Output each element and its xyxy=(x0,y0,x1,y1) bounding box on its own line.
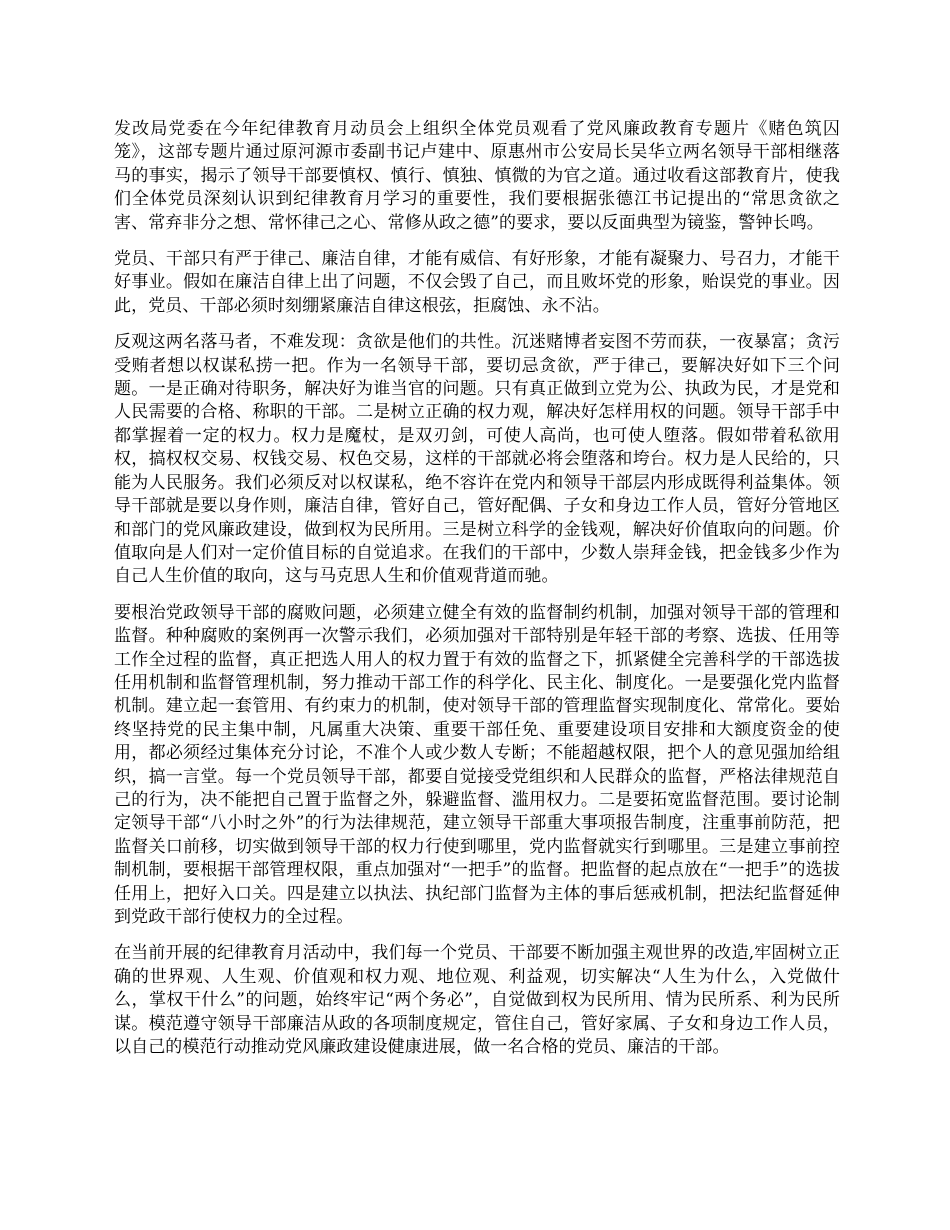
document-body xyxy=(114,118,840,1072)
paragraph-5: 在当前开展的纪律教育月活动中，我们每一个党员、干部要不断加强主观世界的改造,牢固树立正确的世界观、人生观、价值观和权力观、地位观、利益观，切实解决“人生为什么，入党做什么，掌权干什么”的问题，始终牢记“两个务必”，自觉做到权为民所用、情为民所系、利为民所谋。模范遵守领导干部廉洁从政的各项制度规定，管住自己，管好家属、子女和身边工作人员，以自己的模范行动推动党风廉政建设健康进展，做一名合格的党员、廉洁的干部。 xyxy=(114,943,840,1058)
paragraph-3: 反观这两名落马者，不难发现：贪欲是他们的共性。沉迷赌博者妄图不劳而获，一夜暴富；贪污受贿者想以权谋私捞一把。作为一名领导干部，要切忌贪欲，严于律己，要解决好如下三个问题。一是正确对待职务，解决好为谁当官的问题。只有真正做到立党为公、执政为民，才是党和人民需要的合格、称职的干部。二是树立正确的权力观，解决好怎样用权的问题。领导干部手中都掌握着一定的权力。权力是魔杖，是双刃剑，可使人高尚，也可使人堕落。假如带着私欲用权，搞权权交易、权钱交易、权色交易，这样的干部就必将会堕落和垮台。权力是人民给的，只能为人民服务。我们必须反对以权谋私，绝不容许在党内和领导干部层内形成既得利益集体。领导干部就是要以身作则，廉洁自律，管好自己，管好配偶、子女和身边工作人员，管好分管地区和部门的党风廉政建设，做到权为民所用。三是树立科学的金钱观，解决好价值取向的问题。价值取向是人们对一定价值目标的自觉追求。在我们的干部中，少数人崇拜金钱，把金钱多少作为自己人生价值的取向，这与马克思人生和价值观背道而驰。 xyxy=(114,332,840,587)
paragraph-4: 要根治党政领导干部的腐败问题，必须建立健全有效的监督制约机制，加强对领导干部的管理和监督。种种腐败的案例再一次警示我们，必须加强对干部特别是年轻干部的考察、选拔、任用等工作全过程的监督，真正把选人用人的权力置于有效的监督之下，抓紧健全完善科学的干部选拔任用机制和监督管理机制，努力推动干部工作的科学化、民主化、制度化。一是要强化党内监督机制。建立起一套管用、有约束力的机制，使对领导干部的管理监督实现制度化、常常化。要始终坚持党的民主集中制，凡属重大决策、重要干部任免、重要建设项目安排和大额度资金的使用，都必须经过集体充分讨论，不准个人或少数人专断；不能超越权限，把个人的意见强加给组织，搞一言堂。每一个党员领导干部，都要自觉接受党组织和人民群众的监督，严格法律规范自己的行为，决不能把自己置于监督之外，躲避监督、滥用权力。二是要拓宽监督范围。要讨论制定领导干部“八小时之外”的行为法律规范，建立领导干部重大事项报告制度，注重事前防范，把监督关口前移，切实做到领导干部的权力行使到哪里，党内监督就实行到哪里。三是建立事前控制机制，要根据干部管理权限，重点加强对“一把手”的监督。把监督的起点放在“一把手”的选拔任用上，把好入口关。四是建立以执法、执纪部门监督为主体的事后惩戒机制，把法纪监督延伸到党政干部行使权力的全过程。 xyxy=(114,602,840,927)
paragraph-2: 党员、干部只有严于律己、廉洁自律，才能有威信、有好形象，才能有凝聚力、号召力，才能干好事业。假如在廉洁自律上出了问题，不仅会毁了自己，而且败坏党的形象，贻误党的事业。因此，党员、干部必须时刻绷紧廉洁自律这根弦，拒腐蚀、永不沾。 xyxy=(114,249,840,316)
paragraph-1: 发改局党委在今年纪律教育月动员会上组织全体党员观看了党风廉政教育专题片《赌色筑囚笼》，这部专题片通过原河源市委副书记卢建中、原惠州市公安局长吴华立两名领导干部相继落马的事实，揭示了领导干部要慎权、慎行、慎独、慎微的为官之道。通过收看这部教育片，使我们全体党员深刻认识到纪律教育月学习的重要性，我们要根据张德江书记提出的“常思贪欲之害、常弃非分之想、常怀律己之心、常修从政之德”的要求，要以反面典型为镜鉴，警钟长鸣。 xyxy=(114,119,840,233)
